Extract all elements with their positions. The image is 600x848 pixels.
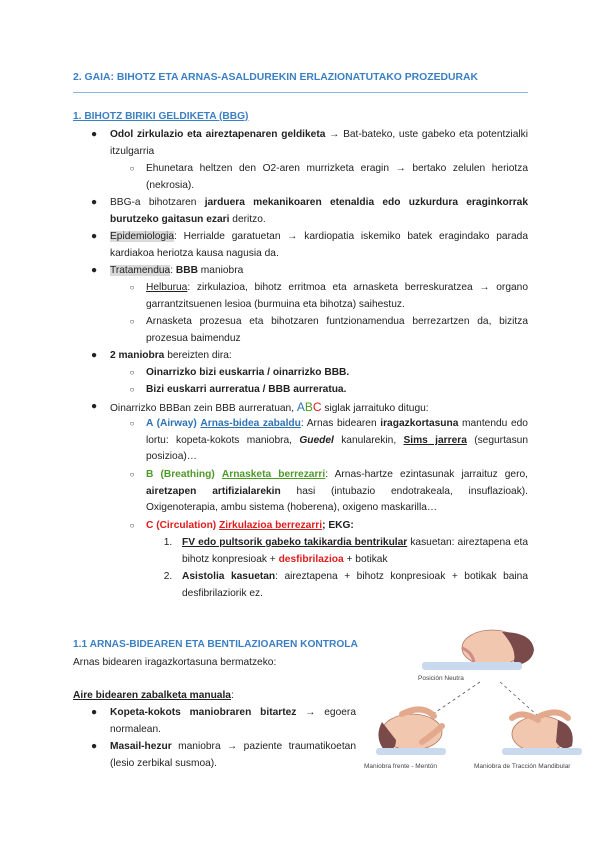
text: Ehunetara heltzen den O2-aren murrizketa eragin → bertako zelulen heriotza (nekrosia). xyxy=(146,163,528,191)
text: siglak jarraituko ditugu: xyxy=(321,403,429,414)
bullet-circle: ○ xyxy=(129,164,135,173)
text: Arnas bidearen iragazkortasuna bermatzeko: xyxy=(73,657,277,668)
text: deritzo. xyxy=(229,213,266,225)
text: hasi (intubazio endotrakeala, insuflazioak). Oxigenoterapia, ambu sistema (hoberena), oxigeno maskarilla… xyxy=(146,485,529,514)
text: maniobra xyxy=(197,265,244,276)
text: : xyxy=(230,690,234,701)
text: : aireztapena + bihotz konpresioak + botikak baina desfibrilaziorik ez. xyxy=(182,571,528,599)
list-item xyxy=(110,263,528,280)
sub-heading xyxy=(73,688,363,705)
bold-text: jarduera mekanikoaren etenaldia edo uzkurdura eraginkorrak burutzeko gaitasun ezari xyxy=(110,197,528,225)
text: → egoera normalean. xyxy=(110,707,356,735)
circulation-link: Zirkulazioa berrezarri xyxy=(219,520,323,531)
breathing-link: Arnasketa berrezarri xyxy=(221,469,326,480)
bold-text: airetzapen artifizialarekin xyxy=(146,485,281,497)
bullet-circle: ○ xyxy=(129,419,135,428)
airway-link: Arnas-bidea zabaldu xyxy=(200,418,301,429)
text: bereizten dira: xyxy=(164,350,232,361)
bold-text: Masail-hezur xyxy=(110,741,172,752)
bold-text: Aire bidearen zabalketa manuala xyxy=(73,690,231,701)
list-item xyxy=(146,280,528,313)
caption-neutral: Posición Neutra xyxy=(418,675,464,682)
list-item xyxy=(146,161,528,194)
text: : zirkulazioa, bihotz erritmoa eta arnasketa berreskuratzea → organo garrantzitsuenen lesioa (burmuina eta bihotza) saihestuz. xyxy=(146,282,528,310)
section1-heading: 1. BIHOTZ BIRIKI GELDIKETA (BBG) xyxy=(73,111,249,122)
bold-text: ; EKG: xyxy=(322,520,354,531)
bold-text: 2 maniobra xyxy=(110,350,165,361)
highlight-label: Epidemiologia xyxy=(110,231,174,242)
text: mantendu edo lortu: kopeta-kokots maniobra, xyxy=(146,418,528,446)
list-item xyxy=(110,739,356,772)
list-item xyxy=(110,229,528,262)
text: Oinarrizko BBBan zein BBB aurreratuan, xyxy=(110,403,297,414)
underlined-label: Helburua xyxy=(146,282,188,293)
abc-a: A xyxy=(296,400,305,414)
sims-text: Sims jarrera xyxy=(403,434,467,446)
breathing-label: B (Breathing) xyxy=(146,469,215,480)
text: : Herrialde garatuetan → kardiopatia iskemiko batek eragindako parada kardiakoa heriotza kausa nagusia da. xyxy=(110,231,528,259)
bullet-circle: ○ xyxy=(129,368,135,377)
list-number: 1. xyxy=(163,537,173,548)
bullet-dot: ● xyxy=(91,707,98,718)
bold-text: Bizi euskarri aurreratua / BBB aurreratua. xyxy=(146,384,347,395)
text: : xyxy=(170,265,176,276)
bold-text: BBB xyxy=(175,265,198,276)
bullet-dot: ● xyxy=(91,350,98,361)
highlight-label: Tratamendua xyxy=(110,265,171,276)
text: Arnasketa prozesua eta bihotzaren funtzionamendua berrezartzen da, bizitza prozesua baimenduz xyxy=(146,316,528,344)
list-item xyxy=(146,314,528,347)
bullet-circle: ○ xyxy=(129,283,135,292)
list-item-breathing xyxy=(146,467,528,517)
bullet-dot: ● xyxy=(91,129,98,140)
text: kasuetan: aireztapena eta bihotz konpresioak + xyxy=(182,537,529,565)
text: (segurtasun posizioa)… xyxy=(146,434,528,463)
bullet-dot: ● xyxy=(91,265,98,276)
list-item xyxy=(146,365,528,382)
bullet-dot: ● xyxy=(91,197,98,208)
text: kanularekin, xyxy=(333,434,404,446)
jaw-thrust-head xyxy=(502,712,582,755)
bullet-dot: ● xyxy=(91,741,98,752)
section11-heading: 1.1 ARNAS-BIDEAREN ETA BENTILAZIOAREN KONTROLA xyxy=(73,639,358,650)
bold-text: Odol zirkulazio eta aireztapenaren geldiketa xyxy=(110,129,326,140)
bold-text: FV edo pultsorik gabeko takikardia bentrikular xyxy=(182,537,408,548)
bold-text: iragazkortasuna xyxy=(380,418,459,429)
airway-maneuvers-figure xyxy=(362,622,590,782)
bullet-circle: ○ xyxy=(129,470,135,479)
circulation-label: C (Circulation) xyxy=(146,520,217,531)
list-item-airway xyxy=(146,416,528,466)
bullet-circle: ○ xyxy=(129,317,135,326)
bold-text: Kopeta-kokots maniobraren bitartez xyxy=(110,707,297,718)
list-item xyxy=(110,127,528,160)
page-title: 2. GAIA: BIHOTZ ETA ARNAS-ASALDUREKIN ERLAZIONATUTAKO PROZEDURAK xyxy=(73,72,479,83)
caption-head-tilt: Maniobra frente - Mentón xyxy=(364,763,437,770)
list-item xyxy=(182,535,528,568)
red-text: desfibrilazioa xyxy=(278,553,344,565)
text: : Arnas bidearen xyxy=(300,418,381,429)
list-item xyxy=(110,399,528,418)
text: → Bat-bateko, uste gabeko eta potentzialki itzulgarria xyxy=(110,129,528,157)
text: maniobra → paziente traumatikoetan (lesio zerbikal susmoa). xyxy=(110,741,356,769)
bullet-circle: ○ xyxy=(129,521,135,530)
bold-text: Oinarrizko bizi euskarria / oinarrizko BBB. xyxy=(146,367,350,378)
bold-text: Asistolia kasuetan xyxy=(182,571,276,582)
list-item xyxy=(110,195,528,228)
title-rule xyxy=(73,92,528,93)
list-item xyxy=(110,348,528,365)
list-item xyxy=(110,705,356,738)
italic-text: Guedel xyxy=(299,434,334,446)
airway-illustration xyxy=(362,622,590,782)
bullet-circle: ○ xyxy=(129,385,135,394)
bullet-dot: ● xyxy=(91,401,98,412)
list-number: 2. xyxy=(163,571,173,582)
abc-b: B xyxy=(304,400,313,414)
head-tilt-head xyxy=(376,709,446,755)
text: BBG-a bihotzaren xyxy=(110,197,205,208)
caption-jaw-thrust: Maniobra de Tracción Mandibular xyxy=(474,763,571,770)
text: + botikak xyxy=(343,553,388,565)
paragraph xyxy=(73,655,363,672)
abc-c: C xyxy=(312,400,322,414)
list-item xyxy=(182,569,528,602)
list-item xyxy=(146,382,528,399)
bullet-dot: ● xyxy=(91,231,98,242)
list-item-circulation xyxy=(146,518,528,535)
text: : Arnas-hartze ezintasunak jarraituz gero, xyxy=(325,469,528,480)
neutral-position-head xyxy=(422,630,534,670)
airway-label: A (Airway) xyxy=(146,418,197,429)
